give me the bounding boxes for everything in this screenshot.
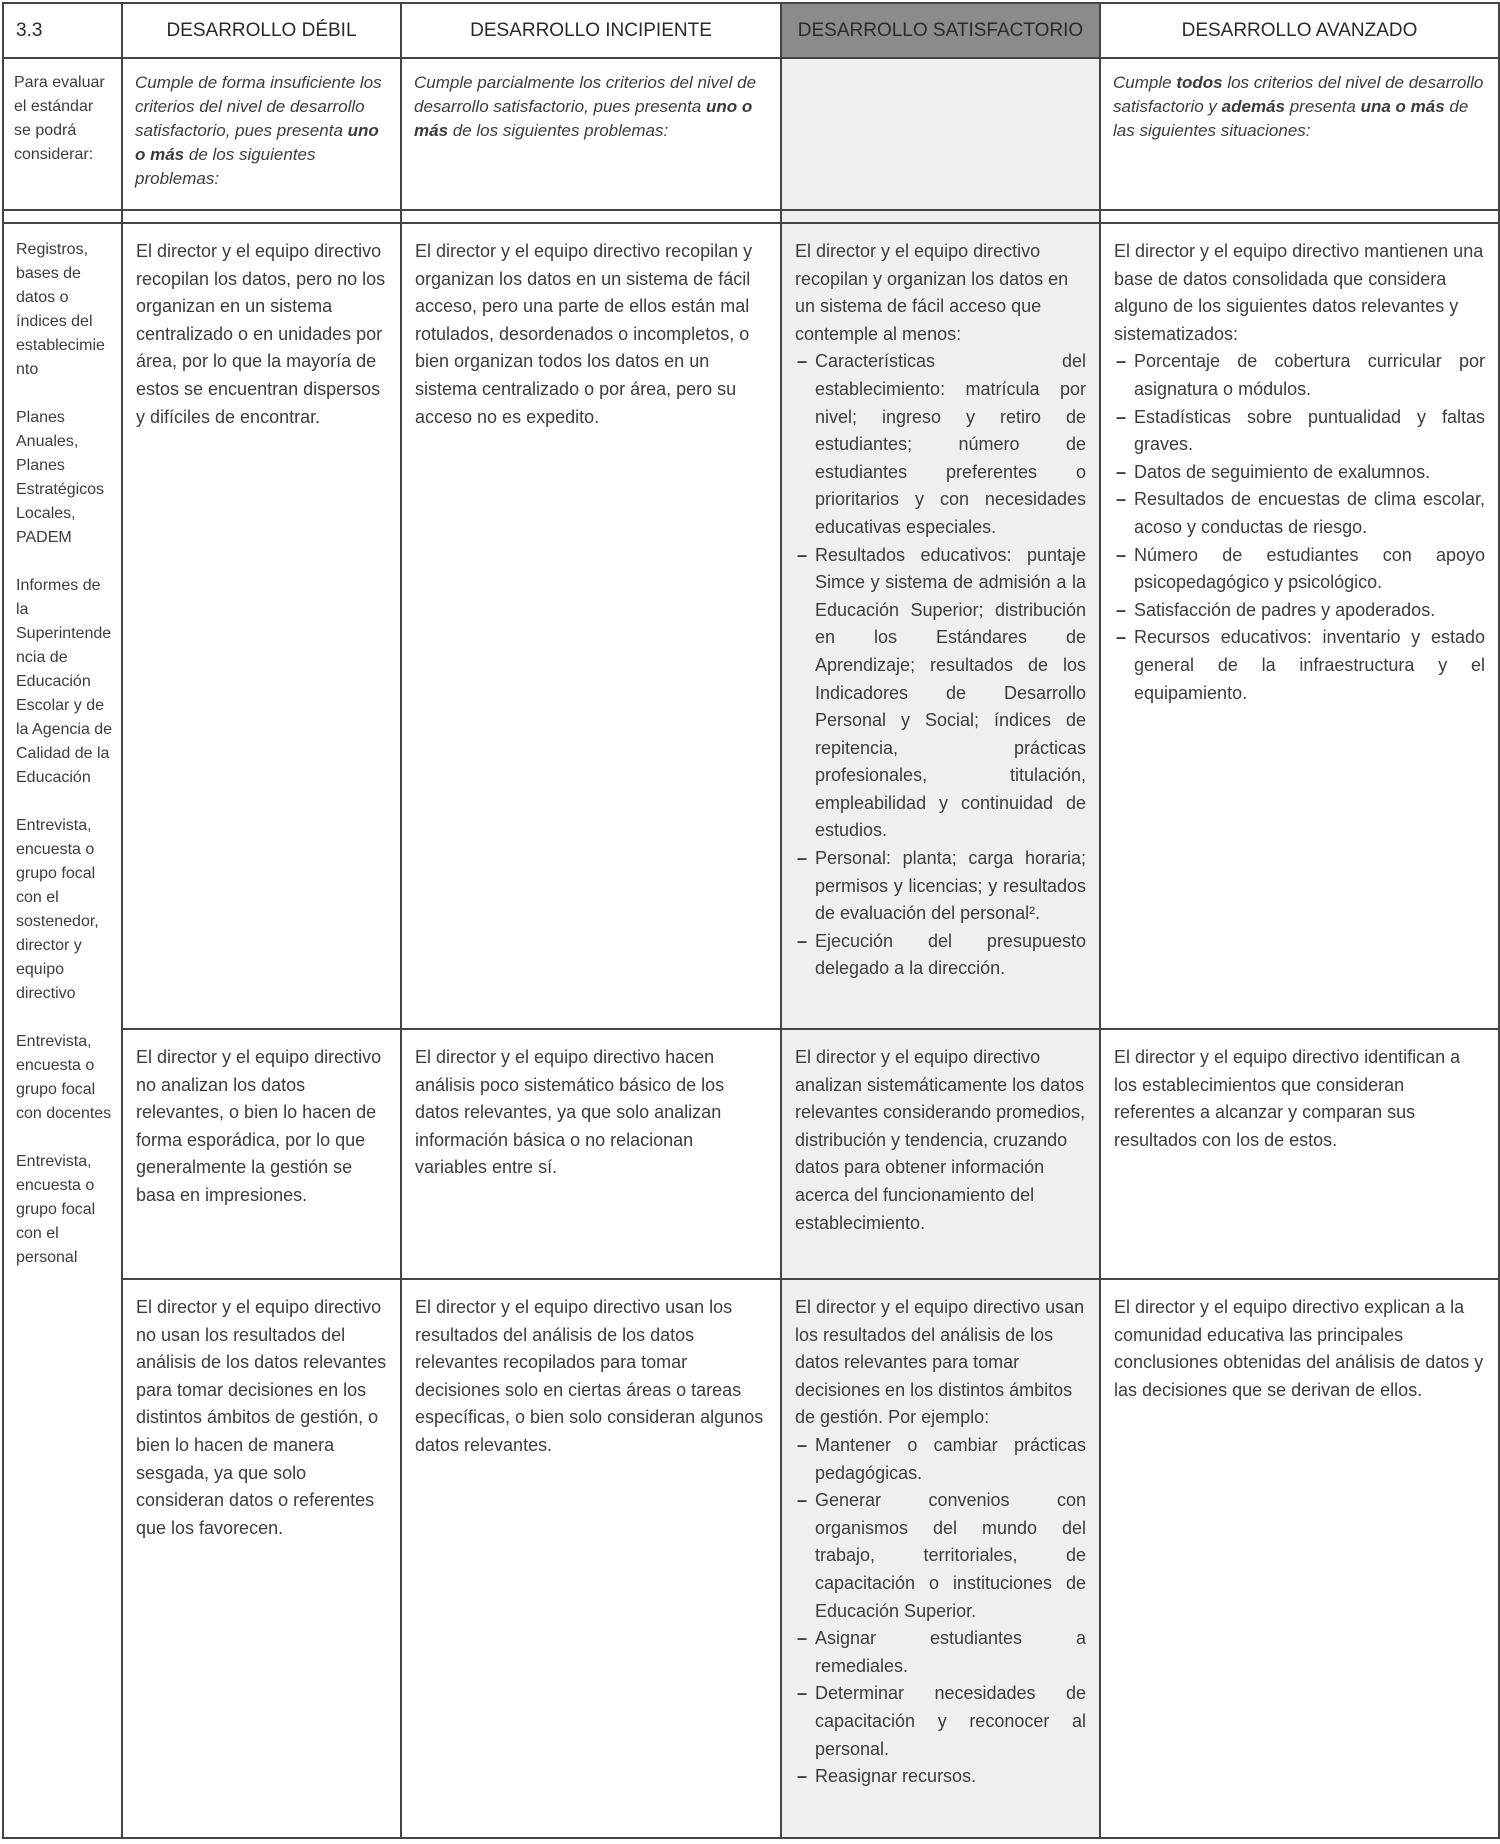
criterion-list xyxy=(1114,348,1485,707)
cell-debil xyxy=(122,223,401,1029)
criterion-text: El director y el equipo directivo identifican a los establecimientos que consideran referentes a alcanzar y comparan sus resultados con los de estos. xyxy=(1114,1047,1461,1150)
criterion-list xyxy=(795,1432,1086,1791)
intro-row xyxy=(3,58,1499,210)
cell-debil xyxy=(122,1279,401,1838)
intro-emphasis: uno o más xyxy=(135,121,379,164)
list-item: – Satisfacción de padres y apoderados. xyxy=(1114,597,1485,625)
intro-emphasis: además xyxy=(1221,97,1285,116)
level-header-debil: DESARROLLO DÉBIL xyxy=(122,3,401,58)
sources-label: Para evaluar el estándar se podrá considerar: xyxy=(14,74,105,163)
level-header-satisfactorio: DESARROLLO SATISFACTORIO xyxy=(781,3,1100,58)
intro-satisfactorio xyxy=(782,59,1099,83)
list-item: – Generar convenios con organismos del mundo del trabajo, territoriales, de capacitación o instituciones de Educación Superior. xyxy=(795,1487,1086,1625)
source-item: Informes de la Superintendencia de Educación Escolar y de la Agencia de Calidad de la Educación xyxy=(16,577,113,786)
criterion-row xyxy=(3,223,1499,1029)
criterion-content xyxy=(782,1280,1099,1791)
intro-text: Cumple parcialmente los criterios del nivel de desarrollo satisfactorio, pues presenta xyxy=(414,73,757,116)
list-item: – Reasignar recursos. xyxy=(795,1763,1086,1791)
criterion-text: El director y el equipo directivo no analizan los datos relevantes, o bien lo hacen de forma esporádica, por lo que generalmente la gestión se basa en impresiones. xyxy=(136,1047,382,1205)
criterion-content xyxy=(782,224,1099,983)
criterion-content xyxy=(1101,224,1498,707)
list-item: – Datos de seguimiento de exalumnos. xyxy=(1114,459,1485,487)
criterion-text: El director y el equipo directivo mantienen una base de datos consolidada que considera alguno de los siguientes datos relevantes y sistematizados: xyxy=(1114,241,1484,344)
criterion-text: El director y el equipo directivo explican a la comunidad educativa las principales conclusiones obtenidas del análisis de datos y las decisiones que se derivan de ellos. xyxy=(1114,1297,1484,1400)
source-item: Entrevista, encuesta o grupo focal con docentes xyxy=(16,1033,112,1122)
intro-text: de los siguientes problemas: xyxy=(135,145,316,188)
cell-satisfactorio xyxy=(781,1279,1100,1838)
spacer-row xyxy=(3,210,1499,223)
intro-text: Cumple de forma insuficiente los criterios del nivel de desarrollo satisfactorio, pues presenta xyxy=(135,73,382,140)
criterion-text: El director y el equipo directivo no usan los resultados del análisis de los datos relevantes para tomar decisiones en los distintos ámbitos de gestión, o bien lo hacen de manera sesgada, ya que solo consideran datos o referentes que los favorecen. xyxy=(136,1297,387,1538)
intro-debil xyxy=(123,59,400,203)
header-row xyxy=(3,3,1499,58)
criterion-content xyxy=(1101,1030,1498,1154)
level-header-avanzado: DESARROLLO AVANZADO xyxy=(1100,3,1499,58)
cell-satisfactorio xyxy=(781,1029,1100,1279)
list-item: – Determinar necesidades de capacitación y reconocer al personal. xyxy=(795,1680,1086,1763)
intro-text: Cumple xyxy=(1113,73,1177,92)
list-item: – Características del establecimiento: matrícula por nivel; ingreso y retiro de estudiantes; número de estudiantes preferentes o prioritarios y con necesidades educativas especiales. xyxy=(795,348,1086,541)
list-item: – Mantener o cambiar prácticas pedagógicas. xyxy=(795,1432,1086,1487)
list-item: – Personal: planta; carga horaria; permisos y licencias; y resultados de evaluación del personal². xyxy=(795,845,1086,928)
list-item: – Asignar estudiantes a remediales. xyxy=(795,1625,1086,1680)
criterion-content xyxy=(1101,1280,1498,1404)
criterion-list xyxy=(795,348,1086,983)
list-item: – Porcentaje de cobertura curricular por asignatura o módulos. xyxy=(1114,348,1485,403)
level-header-incipiente: DESARROLLO INCIPIENTE xyxy=(401,3,781,58)
list-item: – Resultados de encuestas de clima escolar, acoso y conductas de riesgo. xyxy=(1114,486,1485,541)
intro-emphasis: uno o más xyxy=(414,97,753,140)
intro-avanzado xyxy=(1101,59,1498,155)
intro-incipiente xyxy=(402,59,780,155)
cell-incipiente xyxy=(401,1029,781,1279)
intro-emphasis: una o más xyxy=(1360,97,1445,116)
cell-avanzado xyxy=(1100,1029,1499,1279)
criterion-row xyxy=(3,1029,1499,1279)
list-item: – Ejecución del presupuesto delegado a la dirección. xyxy=(795,928,1086,983)
list-item: – Número de estudiantes con apoyo psicopedagógico y psicológico. xyxy=(1114,542,1485,597)
rubric-table xyxy=(2,2,1500,1839)
standard-code: 3.3 xyxy=(3,3,122,58)
criterion-text: El director y el equipo directivo recopilan los datos, pero no los organizan en un sistema centralizado o en unidades por área, por lo que la mayoría de estos se encuentran dispersos y difíciles de encontrar. xyxy=(136,241,386,427)
criterion-text: El director y el equipo directivo recopilan y organizan los datos en un sistema de fácil acceso, pero una parte de ellos están mal rotulados, desordenados o incompletos, o bien organizan todos los datos en un sistema centralizado o por área, pero su acceso no es expedito. xyxy=(415,241,753,427)
intro-text: de los siguientes problemas: xyxy=(448,121,669,140)
criterion-text: El director y el equipo directivo hacen análisis poco sistemático básico de los datos relevantes, ya que solo analizan información básica o no relacionan variables entre sí. xyxy=(415,1047,725,1178)
list-item: – Recursos educativos: inventario y estado general de la infraestructura y el equipamiento. xyxy=(1114,624,1485,707)
cell-incipiente xyxy=(401,1279,781,1838)
source-item: Entrevista, encuesta o grupo focal con el personal xyxy=(16,1153,96,1266)
cell-satisfactorio xyxy=(781,223,1100,1029)
cell-avanzado xyxy=(1100,1279,1499,1838)
criterion-row xyxy=(3,1279,1499,1838)
cell-avanzado xyxy=(1100,223,1499,1029)
criterion-text: El director y el equipo directivo recopilan y organizan los datos en un sistema de fácil acceso que contemple al menos: xyxy=(795,241,1069,344)
sources-list xyxy=(4,224,121,1270)
intro-text: los criterios del nivel de desarrollo satisfactorio y xyxy=(1113,73,1484,116)
list-item: – Resultados educativos: puntaje Simce y sistema de admisión a la Educación Superior; distribución en los Estándares de Aprendizaje; resultados de los Indicadores de Desarrollo Personal y Social; índices de repitencia, prácticas profesionales, titulación, empleabilidad y continuidad de estudios. xyxy=(795,542,1086,846)
source-item: Planes Anuales, Planes Estratégicos Locales, PADEM xyxy=(16,409,105,546)
criterion-text: El director y el equipo directivo usan los resultados del análisis de los datos relevantes para tomar decisiones en los distintos ámbitos de gestión. Por ejemplo: xyxy=(795,1297,1085,1428)
cell-debil xyxy=(122,1029,401,1279)
intro-text: de las siguientes situaciones: xyxy=(1113,97,1469,140)
cell-incipiente xyxy=(401,223,781,1029)
criterion-content xyxy=(782,1030,1099,1237)
criterion-text: El director y el equipo directivo analizan sistemáticamente los datos relevantes considerando promedios, distribución y tendencia, cruzando datos para obtener información acerca del funcionamiento del establecimiento. xyxy=(795,1047,1086,1233)
source-item: Registros, bases de datos o índices del establecimiento xyxy=(16,241,105,378)
intro-emphasis: todos xyxy=(1176,73,1223,92)
list-item: – Estadísticas sobre puntualidad y faltas graves. xyxy=(1114,404,1485,459)
intro-text: presenta xyxy=(1284,97,1361,116)
source-item: Entrevista, encuesta o grupo focal con el sostenedor, director y equipo directivo xyxy=(16,817,99,1002)
criterion-text: El director y el equipo directivo usan los resultados del análisis de los datos relevantes recopilados para tomar decisiones solo en ciertas áreas o tareas específicas, o bien solo consideran algunos datos relevantes. xyxy=(415,1297,764,1455)
